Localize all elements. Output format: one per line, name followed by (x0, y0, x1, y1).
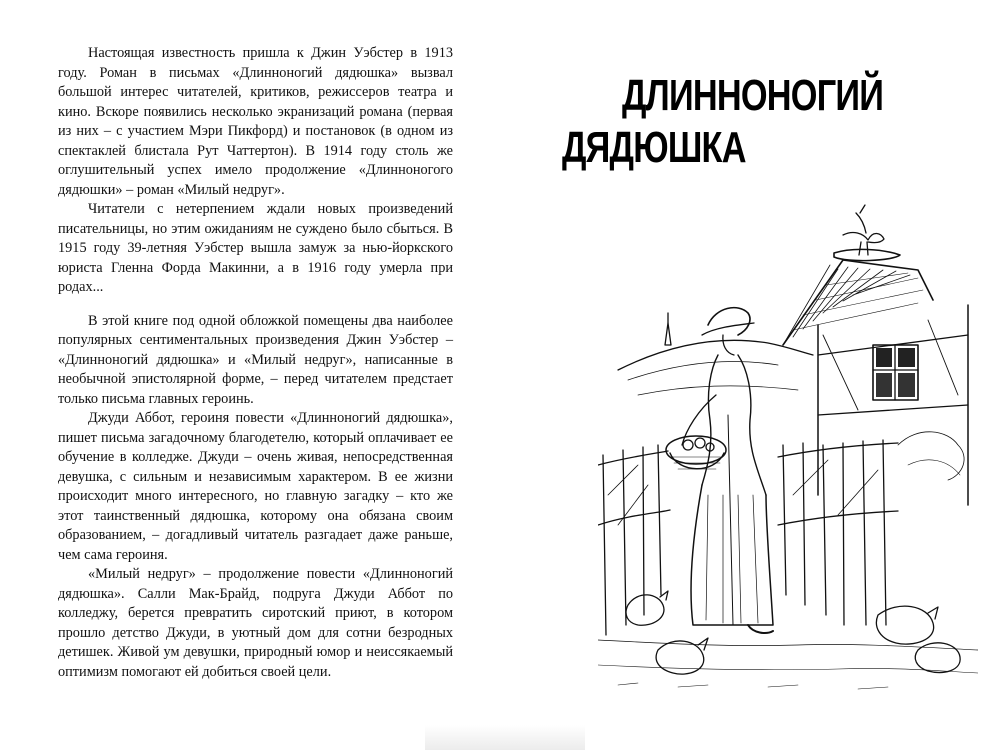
book-title (562, 70, 957, 174)
title-line-1: ДЛИННОНОГИЙ (622, 71, 884, 120)
title-line-2: ДЯДЮШКА (562, 123, 746, 172)
paragraph-1: Настоящая известность пришла к Джин Уэбстер в 1913 году. Роман в письмах «Длинноногий дядюшка» вызвал большой интерес читателей, критиков, режиссеров театра и кино. Вскоре появились несколько экранизаций романа (первая из них – с участием Мэри Пикфорд) и постановок (в одном из спектаклей блистала Рут Чаттертон). В 1914 году столь же оглушительный успех имело продолжение «Длинноногого дядюшки» – роман «Милый недруг». (58, 45, 453, 198)
paragraph-4: Джуди Аббот, героиня повести «Длинноногий дядюшка», пишет письма загадочному благодетелю, который оплачивает ее обучение в колледже. Джуди – очень живая, непосредственная девушка, с сильным и независимым характером. В ее жизни происходит много интересного, но главную загадку – кто же этот таинственный дядюшка, которому она обязана своим образованием, – догадливый читатель разгадает даже раньше, чем сама героиня. (58, 410, 453, 563)
paragraph-3: В этой книге под одной обложкой помещены два наиболее популярных сентиментальных произведения Джин Уэбстер – «Длинноногий дядюшка» и «Милый недруг», написанные в необычной эпистолярной форме, – перед читателем предстает только письма главных героинь. (58, 312, 453, 407)
left-page-text (58, 44, 453, 682)
paragraph-2: Читатели с нетерпением ждали новых произведений писательницы, но этим ожиданиям не суждено было сбыться. В 1915 году 39-летняя Уэбстер вышла замуж за нью-йоркского юриста Гленна Форда Макинни, а в 1916 году умерла при родах... (58, 201, 453, 295)
paragraph-5: «Милый недруг» – продолжение повести «Длинноногий дядюшка». Салли Мак-Брайд, подруга Джуди Аббот по колледжу, берется превратить сиротский приют, в котором прошло детство Джуди, в уютный дом для сотни безродных детишек. Живой ум девушки, природный юмор и неиссякаемый оптимизм помогают ей добиться своей цели. (58, 566, 453, 680)
girl-with-basket-illustration (598, 195, 978, 695)
scan-shadow (425, 725, 585, 750)
right-page (500, 0, 1000, 750)
